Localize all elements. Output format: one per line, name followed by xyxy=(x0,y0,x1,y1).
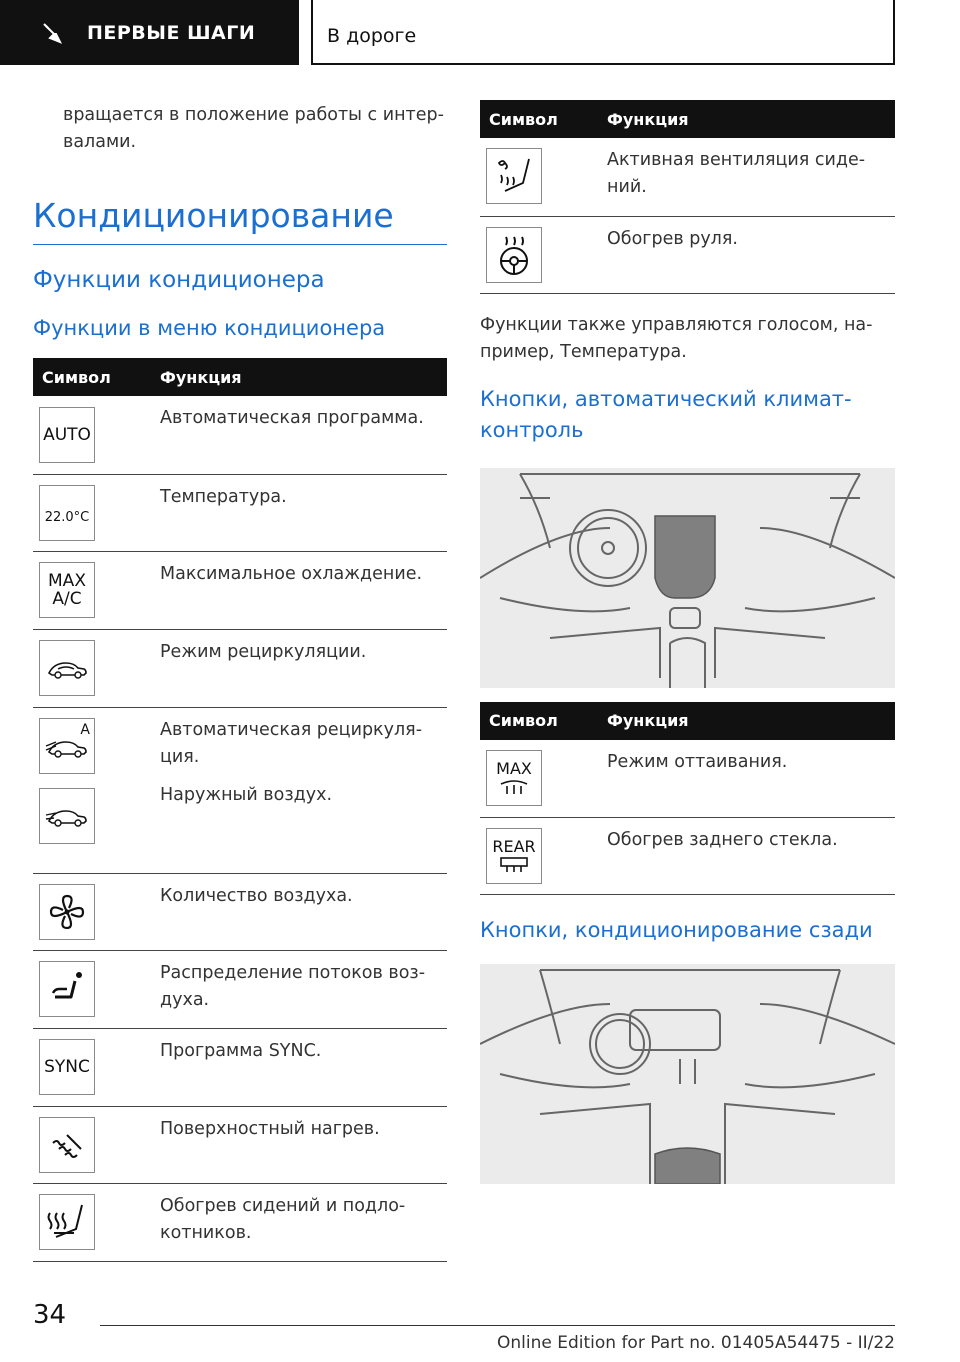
section-tab xyxy=(0,0,299,65)
table-row xyxy=(33,950,447,1028)
col-symbol-header: Символ xyxy=(480,100,607,138)
table-row xyxy=(33,1183,447,1261)
rear-window-heating-icon: REAR xyxy=(486,828,542,884)
function-label: Максимальное охлаждение. xyxy=(160,551,447,629)
voice-note: Функции также управляются голосом, на- пример, Температура. xyxy=(480,314,873,362)
dashboard-illustration-front xyxy=(480,468,895,688)
heading-rear-climate-buttons: Кнопки, кондиционирование сзади xyxy=(480,918,873,942)
sync-icon: SYNC xyxy=(39,1039,95,1095)
seat-steering-table xyxy=(480,100,895,294)
table-row xyxy=(33,1028,447,1106)
heading-ac-functions: Функции кондиционера xyxy=(33,267,325,293)
table-row xyxy=(480,740,895,818)
lightning-icon xyxy=(42,22,64,44)
temperature-icon: 22.0°C xyxy=(39,485,95,541)
table-row xyxy=(33,873,447,950)
function-label: Режим рециркуляции. xyxy=(160,629,447,707)
outside-air-icon xyxy=(39,788,95,844)
heading-climate: Кондиционирование xyxy=(33,196,447,245)
col-symbol-header: Символ xyxy=(480,702,607,740)
section-title: ПЕРВЫЕ ШАГИ xyxy=(87,21,256,44)
dashboard-illustration-rear xyxy=(480,964,895,1184)
function-label: Режим оттаивания. xyxy=(607,740,895,818)
auto-climate-table xyxy=(480,702,895,896)
function-label: Распределение потоков воз- духа. xyxy=(160,950,447,1028)
auto-recirculation-icon: A xyxy=(39,718,95,774)
function-label: Автоматическая программа. xyxy=(160,396,447,474)
table-row xyxy=(480,216,895,293)
table-row xyxy=(33,629,447,707)
right-column xyxy=(480,100,895,1184)
fan-icon xyxy=(39,884,95,940)
dashboard-rear-diagram xyxy=(480,964,895,1184)
seat-heating-icon xyxy=(39,1194,95,1250)
function-label: Обогрев сидений и подло- котников. xyxy=(160,1183,447,1261)
max-ac-icon: MAX A/C xyxy=(39,562,95,618)
function-label: Автоматическая рециркуля- ция. xyxy=(160,719,423,767)
chapter-title: В дороге xyxy=(311,0,895,65)
heading-auto-climate-buttons: Кнопки, автоматический климат- контроль xyxy=(480,386,852,442)
edition-note: Online Edition for Part no. 01405A54475 - II/22 xyxy=(496,1333,895,1353)
dashboard-diagram xyxy=(480,468,895,688)
function-label: Наружный воздух. xyxy=(160,782,447,873)
col-function-header: Функция xyxy=(607,100,895,138)
col-function-header: Функция xyxy=(160,358,447,396)
function-label: Обогрев заднего стекла. xyxy=(607,818,895,895)
air-distribution-icon xyxy=(39,961,95,1017)
steering-wheel-heating-icon xyxy=(486,227,542,283)
intro-text: вращается в положение работы с интер- валами. xyxy=(63,105,444,152)
surface-heating-icon xyxy=(39,1117,95,1173)
seat-ventilation-icon xyxy=(486,148,542,204)
table-row xyxy=(480,138,895,216)
function-label: Температура. xyxy=(160,474,447,551)
table-row xyxy=(33,474,447,551)
function-label: Обогрев руля. xyxy=(607,216,895,293)
table-row xyxy=(33,396,447,474)
auto-icon: AUTO xyxy=(39,407,95,463)
defrost-max-icon: MAX xyxy=(486,750,542,806)
table-row xyxy=(33,1106,447,1183)
function-label: Программа SYNC. xyxy=(160,1028,447,1106)
function-label: Поверхностный нагрев. xyxy=(160,1106,447,1183)
col-function-header: Функция xyxy=(607,702,895,740)
table-row xyxy=(33,782,447,873)
function-label: Количество воздуха. xyxy=(160,873,447,950)
heading-ac-menu: Функции в меню кондиционера xyxy=(33,316,386,340)
table-row xyxy=(33,551,447,629)
page-number: 34 xyxy=(33,1300,67,1330)
function-label: Активная вентиляция сиде- ний. xyxy=(607,138,895,216)
table-row xyxy=(480,818,895,895)
left-column xyxy=(33,100,447,1262)
recirculation-icon xyxy=(39,640,95,696)
col-symbol-header: Символ xyxy=(33,358,160,396)
footer-divider xyxy=(100,1325,895,1326)
table-row xyxy=(33,707,447,782)
ac-menu-table xyxy=(33,358,447,1262)
